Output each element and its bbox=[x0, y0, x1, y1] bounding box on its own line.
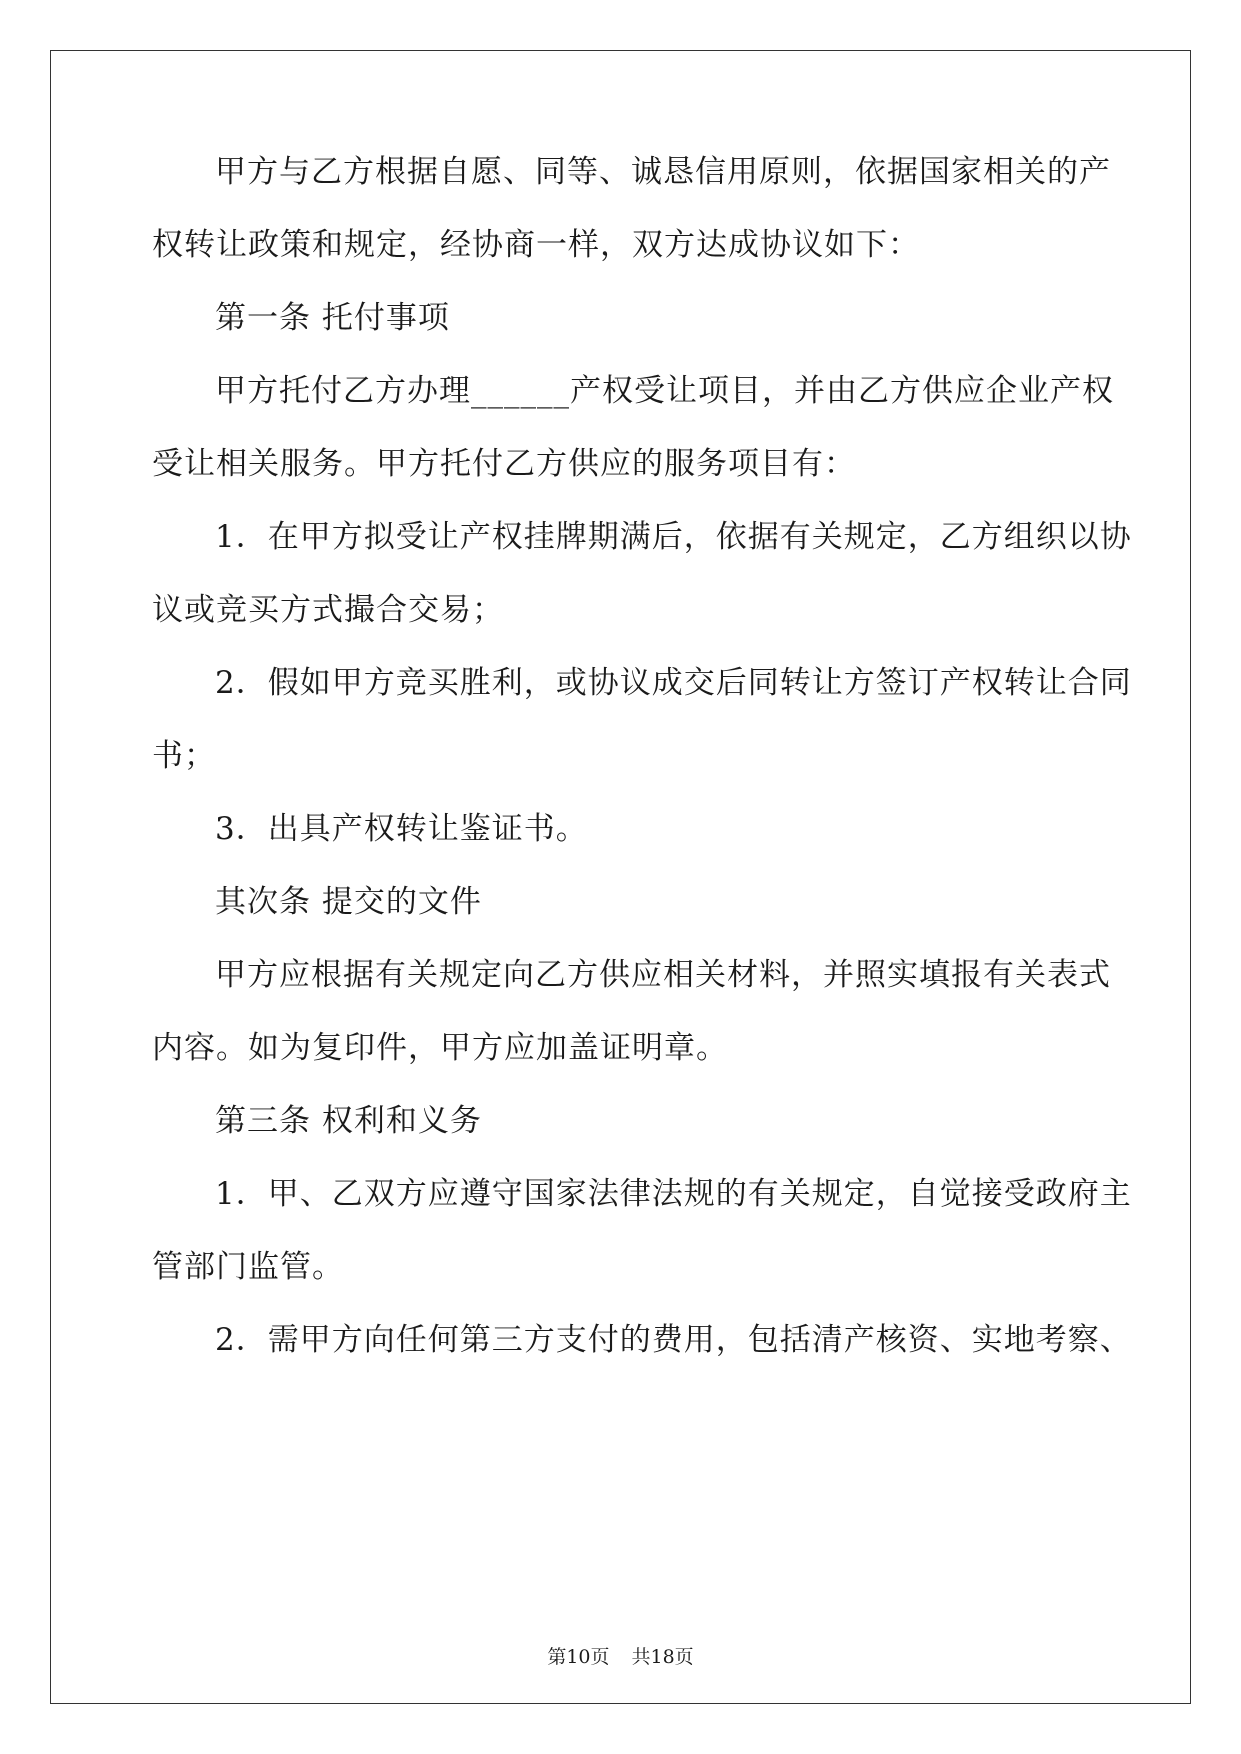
page-footer bbox=[0, 1645, 1241, 1669]
section-heading: 第一条 托付事项 bbox=[215, 300, 450, 336]
list-item: 2．需甲方向任何第三方支付的费用，包括清产核资、实地考察、 bbox=[215, 1322, 1132, 1358]
paragraph-line: 权转让政策和规定，经协商一样，双方达成协议如下： bbox=[152, 227, 920, 263]
list-item-continuation: 议或竞买方式撮合交易； bbox=[152, 592, 504, 628]
list-item: 2．假如甲方竞买胜利，或协议成交后同转让方签订产权转让合同 bbox=[215, 665, 1132, 701]
section-heading: 其次条 提交的文件 bbox=[215, 884, 482, 920]
paragraph-line: 甲方应根据有关规定向乙方供应相关材料，并照实填报有关表式 bbox=[215, 957, 1111, 993]
list-item: 1．甲、乙双方应遵守国家法律法规的有关规定，自觉接受政府主 bbox=[215, 1176, 1132, 1212]
page-total: 共18页 bbox=[631, 1646, 694, 1668]
list-item: 1．在甲方拟受让产权挂牌期满后，依据有关规定，乙方组织以协 bbox=[215, 519, 1132, 555]
paragraph-line: 甲方托付乙方办理______产权受让项目，并由乙方供应企业产权 bbox=[215, 373, 1114, 409]
list-item-continuation: 管部门监管。 bbox=[152, 1249, 344, 1285]
page-number: 第10页 bbox=[547, 1646, 610, 1668]
paragraph-line: 受让相关服务。甲方托付乙方供应的服务项目有： bbox=[152, 446, 856, 482]
section-heading: 第三条 权利和义务 bbox=[215, 1103, 482, 1139]
paragraph-line: 甲方与乙方根据自愿、同等、诚恳信用原则，依据国家相关的产 bbox=[215, 154, 1111, 190]
paragraph-line: 内容。如为复印件，甲方应加盖证明章。 bbox=[152, 1030, 728, 1066]
list-item: 3．出具产权转让鉴证书。 bbox=[215, 811, 588, 847]
list-item-continuation: 书； bbox=[152, 738, 216, 774]
